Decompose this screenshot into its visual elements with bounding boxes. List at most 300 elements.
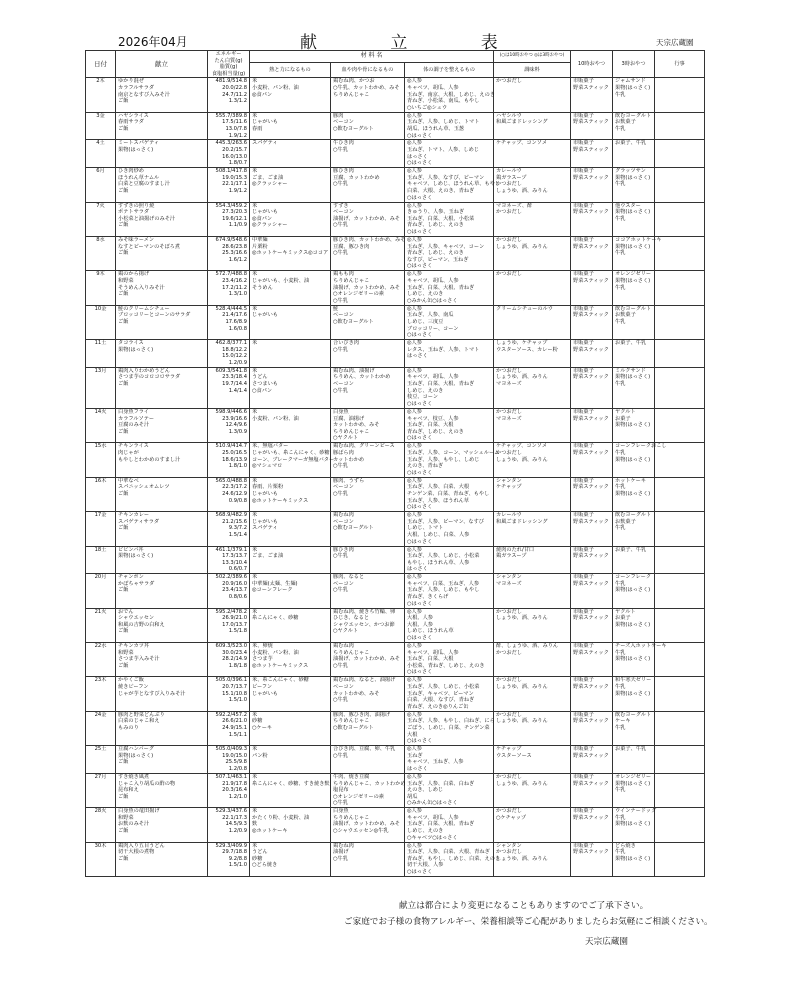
nutrition-values [208, 711, 250, 745]
energy-foods-line: 春雨 [252, 125, 263, 132]
snack-15 [613, 443, 667, 477]
menu-dishes [116, 202, 208, 236]
menu-dishes [116, 477, 208, 511]
condition-foods [405, 643, 494, 677]
nutrition-values-line: 25.3/16.6 [222, 250, 247, 257]
menu-dishes-line: 切干大根の煮物 [118, 849, 155, 856]
body-foods-line: 豆腐、カットわかめ [333, 174, 380, 181]
condition-foods-line: 白菜、大根、なすび、青ねぎ [407, 697, 475, 704]
snack-15-line: お菓子、牛乳 [615, 140, 647, 147]
energy-foods [250, 574, 331, 608]
body-foods [331, 408, 405, 442]
seasonings-line: しょうゆ、酒、みりん [496, 718, 548, 725]
condition-foods-line: 枝豆、コーン [407, 394, 439, 401]
snack-10 [571, 643, 613, 677]
menu-dishes-line: チキンライス [118, 443, 149, 450]
condition-foods [405, 140, 494, 168]
nutrition-values [208, 808, 250, 842]
condition-foods-line: ○はっさく [407, 738, 433, 745]
energy-foods [250, 842, 331, 877]
energy-foods-line: 糸こんにゃく、砂糖 [252, 615, 299, 622]
condition-foods-line: 胡瓜 [407, 793, 418, 800]
snack-10-line: 野菜スティック [573, 277, 609, 284]
energy-foods-line: 中華麺(太麺、生麺) [252, 580, 298, 587]
nutrition-values-line: 1.2/0.9 [228, 828, 247, 835]
condition-foods-line: 小松菜、青ねぎ、しめじ、えのき [407, 662, 485, 669]
snack-15-line: 牛乳 [615, 849, 626, 856]
body-foods [331, 512, 405, 546]
menu-dishes-line: ミートスパゲティ [118, 140, 160, 147]
menu-row [86, 546, 705, 574]
body-foods [331, 168, 405, 202]
menu-row [86, 271, 705, 305]
energy-foods-line: 米 [252, 408, 258, 415]
condition-foods-line: ◎人参 [407, 773, 422, 780]
condition-foods [405, 202, 494, 236]
seasonings-line: しょうゆ、酒、みりん [496, 780, 548, 787]
menu-dishes-line: ご飯 [118, 428, 129, 435]
condition-foods-line: ◎人参 [407, 271, 422, 278]
event [655, 746, 705, 774]
condition-foods-line: ◎人参 [407, 711, 422, 718]
condition-foods-line: ○みかん缶○はっさく [407, 297, 458, 304]
condition-foods-line: ◎人参 [407, 608, 422, 615]
condition-foods-line: ◎人参 [407, 512, 422, 519]
body-foods-line: 豚ひき肉 [333, 546, 354, 553]
day-label: 24金 [86, 711, 116, 745]
snack-15-line: 飲むヨーグルト [615, 305, 652, 312]
nutrition-values-line: 17.3/13.7 [222, 553, 247, 560]
condition-foods [405, 477, 494, 511]
nutrition-values-line: 1.2/0.9 [228, 359, 247, 366]
snack-15-line: 飲むヨーグルト [615, 512, 652, 519]
snack-15-line: お麩菓子 [615, 119, 636, 126]
snack-15-line: ココアホットケーキ [615, 236, 662, 243]
body-foods-line: 白身魚 [333, 808, 349, 815]
condition-foods-line: 玉ねぎ、人参、白菜、大根、青ねぎ [407, 849, 490, 856]
menu-dishes-line: なすとピーマンのそぼろ煮 [118, 243, 181, 250]
condition-foods-line: ○いちご◎シュウ [407, 104, 448, 111]
snack-15-line: 牛乳 [615, 684, 626, 690]
nutrition-values [208, 305, 250, 339]
body-foods-line: ちりめんじゃこ、カットわかめ [333, 780, 406, 787]
snack-15-line: 牛乳 [615, 814, 626, 821]
snack-10 [571, 367, 613, 408]
nutrition-values-line: 17.2/11.2 [222, 284, 247, 291]
day-label: 20月 [86, 574, 116, 608]
condition-foods [405, 236, 494, 270]
snack-10 [571, 112, 613, 140]
energy-foods [250, 271, 331, 305]
event [655, 711, 705, 745]
nutrition-values-line: 19.6/12.1 [222, 215, 247, 222]
seasonings [494, 112, 571, 140]
snack-15-line: 果物(はっさく) [615, 656, 651, 663]
condition-foods-line: 玉ねぎ、人参、コーン、マッシュルーム [407, 449, 500, 456]
snack-10-line: 野菜スティック [573, 147, 609, 154]
body-foods-line: 豚肉 [333, 112, 344, 119]
snack-15 [613, 842, 655, 877]
body-foods-line: 豆腐、油揚げ [333, 415, 365, 422]
snack-10-line: 市販菓子 [573, 78, 594, 85]
nutrition-values [208, 574, 250, 608]
body-foods-line: ○牛乳 [333, 463, 348, 470]
condition-foods-line: はっさく [407, 153, 428, 160]
energy-foods-line: ◎食パン [252, 91, 273, 98]
snack-10-line: 野菜スティック [573, 849, 609, 856]
snack-10-line: 市販菓子 [573, 305, 594, 312]
body-foods-line: ○牛乳 [333, 346, 348, 353]
body-foods-line: 塩昆布 [333, 787, 349, 794]
menu-row [86, 112, 705, 140]
seasonings-line: かつおだし [496, 849, 522, 856]
nutrition-values [208, 408, 250, 442]
body-foods-line: ちりめんじゃこ [333, 814, 370, 821]
body-foods-line: ○ヤクルト [333, 628, 359, 635]
condition-foods-line: しめじ、三度豆 [407, 318, 444, 325]
snack-10-line: 市販菓子 [573, 340, 594, 347]
snack-10-line: 野菜スティック [573, 84, 609, 91]
menu-row [86, 773, 705, 807]
seasonings [494, 367, 571, 408]
nutrition-values [208, 340, 250, 368]
condition-foods-line: ○はっさく [407, 160, 433, 167]
nutrition-values [208, 477, 250, 511]
body-foods-line: ○牛乳 [333, 297, 348, 304]
body-foods [331, 546, 405, 574]
body-foods [331, 340, 405, 368]
nutrition-values [208, 168, 250, 202]
condition-foods-line: キャベツ、玉ねぎ、人参 [407, 759, 464, 766]
energy-foods [250, 746, 331, 774]
nutrition-values-line: 26.6/21.0 [222, 718, 247, 725]
nutrition-values-line: 19.0/15.3 [222, 174, 247, 181]
menu-dishes-line: ハヤシライス [118, 112, 149, 119]
snack-15 [613, 408, 655, 442]
body-foods-line: ○飲むヨーグルト [333, 318, 374, 325]
snack-15-line: 果物(はっさく) [615, 855, 651, 862]
seasonings-line: シャンタン [496, 477, 522, 484]
energy-foods-line: ◎コーンフレーク [252, 587, 293, 594]
body-foods-line: 白身魚 [333, 408, 349, 415]
seasonings-line: シャンタン [496, 574, 522, 581]
day-label: 28火 [86, 808, 116, 842]
col-snack10: 10時おやつ [571, 51, 613, 78]
body-foods-line: ベーコン [333, 580, 354, 587]
snack-15 [613, 546, 655, 574]
energy-foods-line: 米 [252, 746, 258, 753]
snack-15-line: ミルクサンド [615, 367, 646, 374]
seasonings [494, 443, 571, 477]
menu-dishes-line: 小松菜と油揚げのみそ汁 [118, 215, 176, 222]
menu-dishes [116, 78, 208, 112]
energy-foods-line: じゃがいも [252, 490, 278, 497]
energy-foods-line: じゃがいも [252, 209, 278, 216]
body-foods-line: すずき [333, 202, 349, 209]
energy-foods-line: 米 [252, 340, 258, 347]
nutrition-values-line: 22.1/17.3 [222, 814, 247, 821]
body-foods-line: 鶏むね肉 [333, 842, 354, 849]
condition-foods [405, 168, 501, 202]
condition-foods-line: ◎人参 [407, 842, 422, 849]
energy-foods-line: 米 [252, 112, 258, 119]
nutrition-header-line: たん白質(g) [214, 57, 243, 64]
energy-foods [250, 140, 331, 168]
menu-dishes-line: 白菜のじゃこ和え [118, 718, 160, 725]
day-label: 16木 [86, 477, 116, 511]
body-foods [331, 677, 405, 711]
body-foods-line: ○牛乳 [333, 250, 348, 257]
snack-10 [571, 608, 613, 642]
menu-dishes [116, 842, 208, 877]
energy-foods [250, 643, 331, 677]
snack-10-line: 市販菓子 [573, 842, 594, 849]
condition-foods-line: 玉ねぎ、白菜、大根、青ねぎ [407, 381, 475, 388]
menu-dishes-line: ブロッコリーとコーンのサラダ [118, 312, 191, 319]
energy-foods-line: じゃがいも [252, 518, 278, 525]
energy-foods [250, 773, 331, 807]
snack-15-line: お菓子、牛乳 [615, 340, 647, 347]
nutrition-values-line: 23.9/16.6 [222, 415, 247, 422]
condition-foods-line: 玉ねぎ、人参、ほうれん草 [407, 497, 470, 504]
body-foods-line: ○ヤクルト [333, 435, 359, 442]
nutrition-values-line: 481.9/514.8 [215, 78, 247, 85]
snack-15 [613, 367, 655, 408]
nutrition-values-line: 1.5/1.4 [228, 531, 247, 538]
energy-foods-line: スパゲティ [252, 525, 278, 532]
energy-foods-line: ごま、ごま油 [252, 174, 284, 181]
condition-foods-line: ○みかん缶○はっさく [407, 800, 458, 807]
nutrition-header-line: 食塩相当量(g) [211, 70, 246, 77]
body-foods [331, 112, 405, 140]
energy-foods-line: 米 [252, 202, 258, 209]
body-foods-line: ちりめんじゃこ [333, 277, 370, 284]
col-ingredients: 材 料 名 [250, 51, 494, 63]
seasonings [494, 512, 571, 546]
seasonings [494, 408, 571, 442]
energy-foods-line: 米、卵焼 [252, 643, 273, 650]
condition-foods-line: ○はっさく [407, 263, 433, 270]
condition-foods-line: キャベツ、胡瓜、人参 [407, 277, 459, 284]
nutrition-values-line: 9.3/7.2 [228, 525, 247, 532]
nutrition-values-line: 1.8/0.7 [228, 160, 247, 167]
seasonings-line: かつおだし [496, 773, 522, 780]
menu-dishes [116, 512, 208, 546]
menu-dishes-line: 果物(はっさく) [118, 346, 154, 353]
menu-dishes-line: ご飯 [118, 222, 129, 229]
nutrition-values-line: 1.3/1.2 [228, 98, 247, 105]
nutrition-values-line: 24.7/11.2 [222, 91, 247, 98]
condition-foods-line: しめじ、トマト [407, 525, 444, 532]
energy-foods [250, 367, 331, 408]
condition-foods-line: キャベツ、白菜、玉ねぎ、人参 [407, 580, 480, 587]
menu-row [86, 168, 705, 202]
nutrition-values-line: 565.0/488.8 [215, 477, 247, 484]
snack-10-line: 野菜スティック [573, 374, 609, 381]
energy-foods-line: じゃがいも [252, 690, 278, 697]
event [655, 202, 705, 236]
energy-foods-line: うどん [252, 374, 268, 381]
seasonings-line: ケチャップ [496, 746, 522, 753]
nutrition-values-line: 445.3/263.6 [215, 140, 247, 147]
snack-15-line: チーズ入ホットケーキ [615, 643, 667, 650]
menu-dishes-line: ご飯 [118, 98, 129, 105]
menu-dishes-line: さつま芋入みそ汁 [118, 656, 160, 663]
snack-15 [613, 677, 655, 711]
snack-15-line: お菓子 [615, 615, 631, 622]
condition-foods [405, 512, 494, 546]
nutrition-values-line: 510.9/414.7 [215, 443, 247, 450]
body-foods-line: 鶏むね肉、グリーンピース [333, 443, 395, 450]
condition-foods-line: ◎人参 [407, 112, 422, 119]
condition-foods [405, 408, 494, 442]
nutrition-values-line: 25.0/16.5 [222, 449, 247, 456]
snack-15-line: お麩菓子 [615, 518, 636, 525]
nutrition-values-line: 528.4/444.5 [215, 305, 247, 312]
col-seasoning: 調味料 [494, 63, 571, 78]
condition-foods-line: 青ねぎ、しめじ、えのき [407, 428, 464, 435]
energy-foods [250, 112, 331, 140]
snack-15-line: 果物(はっさく) [615, 277, 651, 284]
col-snack15: 3時おやつ [613, 51, 655, 78]
menu-dishes-line: おでん [118, 608, 134, 615]
energy-foods [250, 340, 331, 368]
condition-foods-line: 玉ねぎ、南京、大根、しめじ、えのき [407, 91, 495, 98]
snack-15-line: 牛乳 [615, 484, 626, 491]
condition-foods-line: しめじ、えのき [407, 291, 444, 298]
body-foods-line: ○牛乳 [333, 587, 348, 594]
snack-10-line: 市販菓子 [573, 746, 594, 753]
event [655, 168, 705, 202]
nutrition-values-line: 598.9/446.6 [215, 408, 247, 415]
snack-10 [571, 546, 613, 574]
nutrition-values-line: 20.9/16.0 [222, 580, 247, 587]
energy-foods-line: ビーフン [252, 684, 273, 690]
event [655, 608, 705, 642]
snack-10-line: 市販菓子 [573, 608, 594, 615]
condition-foods-line: 玉ねぎ [407, 752, 423, 759]
snack-15-line: 牛乳 [615, 449, 626, 456]
menu-row [86, 367, 705, 408]
nutrition-values-line: 505.0/396.1 [215, 677, 247, 684]
condition-foods-line: ◎人参 [407, 202, 422, 209]
nutrition-values-line: 529.3/409.9 [215, 842, 247, 849]
menu-dishes [116, 711, 208, 745]
nutrition-values [208, 271, 250, 305]
energy-foods-line: 米、糸こんにゃく、砂糖 [252, 677, 309, 684]
snack-15-line: お麩菓子 [615, 312, 636, 319]
menu-dishes-line: 果物(はっさく) [118, 553, 154, 560]
day-label: 7火 [86, 202, 116, 236]
seasonings-line: ウスターソース [496, 752, 532, 759]
menu-dishes-line: ご飯 [118, 318, 129, 325]
body-foods [331, 643, 405, 677]
nutrition-values [208, 677, 250, 711]
body-foods-line: 油揚げ、カットわかめ、みそ [333, 821, 400, 828]
snack-10-line: 野菜スティック [573, 346, 609, 353]
snack-15-line: 果物(はっさく) [615, 821, 651, 828]
snack-15 [613, 271, 655, 305]
menu-row [86, 305, 705, 339]
day-label: 4土 [86, 140, 116, 168]
nutrition-values-line: 22.3/17.2 [222, 484, 247, 491]
menu-dishes-line: 春雨サラダ [118, 119, 144, 126]
body-foods-line: カットわかめ、みそ [333, 690, 380, 697]
body-foods-line: 鶏むね肉、油揚げ [333, 367, 375, 374]
day-label: 2木 [86, 78, 116, 112]
day-label: 17金 [86, 512, 116, 546]
event [655, 367, 705, 408]
snack-15-line: 牛乳 [615, 649, 626, 656]
menu-dishes-line: 和野菜 [118, 649, 134, 656]
body-foods-line: ひじき、なると [333, 615, 370, 622]
menu-dishes-line: そうめん入りみそ汁 [118, 284, 165, 291]
energy-foods-line: 米 [252, 477, 258, 484]
event [655, 574, 705, 608]
menu-dishes-line: ご飯 [118, 662, 129, 669]
body-foods-line: カットわかめ、みそ [333, 422, 380, 429]
event [655, 512, 705, 546]
body-foods-line: 合いびき肉 [333, 340, 359, 347]
nutrition-values-line: 15.0/12.2 [222, 353, 247, 360]
footer-note-2: ご家庭でお子様の食物アレルギー、栄養相談等ご心配がありましたらお気軽にご相談ください。 [344, 917, 713, 927]
body-foods-line: 豚肉、豚ひき肉、油揚げ [333, 711, 391, 718]
menu-dishes-line: ほうれん草ナムル [118, 174, 160, 181]
menu-dishes-line: 果物(はっさく) [118, 752, 154, 759]
energy-foods-line: 米 [252, 608, 258, 615]
energy-foods [250, 477, 331, 511]
menu-dishes [116, 305, 208, 339]
condition-foods-line: ○はっさく [407, 869, 433, 876]
nutrition-values-line: 28.6/23.8 [222, 243, 247, 250]
menu-dishes-line: カラフルソテー [118, 415, 155, 422]
nutrition-values-line: 1.8/1.0 [228, 463, 247, 470]
condition-foods-line: 玉ねぎ、トマト、人参、しめじ [407, 147, 479, 154]
seasonings-line: しょうゆ、酒、みりん [496, 615, 548, 622]
body-foods [331, 477, 405, 511]
nutrition-values-line: 609.3/541.8 [215, 367, 247, 374]
snack-15 [613, 574, 655, 608]
energy-foods [250, 236, 331, 270]
condition-foods-line: もやし、ほうれん草、人参 [407, 559, 470, 566]
snack-15-line: 果物(はっさく) [615, 490, 651, 497]
nutrition-values-line: 19.7/14.4 [222, 381, 247, 388]
seasonings-line: カレールウ [496, 168, 522, 175]
body-foods-line: ベーコン [333, 684, 354, 690]
snack-15-line: ホットケーキ [615, 477, 647, 484]
event [655, 842, 705, 877]
condition-foods-line: レタス、玉ねぎ、人参、トマト [407, 346, 480, 353]
menu-dishes-line: すずきの照り焼 [118, 202, 155, 209]
snack-15-line: 牛乳 [615, 525, 626, 532]
body-foods-line: 豚肉、うずら [333, 477, 365, 484]
condition-foods-line: ○はっさく [407, 469, 433, 476]
menu-dishes-line: もやしとわかめのすまし汁 [118, 456, 181, 463]
snack-10-line: 市販菓子 [573, 574, 594, 581]
menu-dishes-line: カラフルサラダ [118, 84, 155, 91]
snack-15-line: コーンフレークおこし [615, 443, 667, 450]
menu-dishes-line: 鶏のから揚げ [118, 271, 150, 278]
nutrition-values-line: 20.2/15.7 [222, 147, 247, 154]
body-foods-line: シャウエッセン、かつお節 [333, 621, 395, 628]
body-foods [331, 236, 405, 270]
condition-foods-line: キャベツ、胡瓜、人参 [407, 374, 459, 381]
energy-foods [250, 677, 331, 711]
snack-10 [571, 78, 613, 112]
energy-foods-line: 中華麺 [252, 236, 268, 243]
seasonings-line: ○ケチャップ [496, 814, 527, 821]
condition-foods-line: ◎人参 [407, 643, 422, 650]
